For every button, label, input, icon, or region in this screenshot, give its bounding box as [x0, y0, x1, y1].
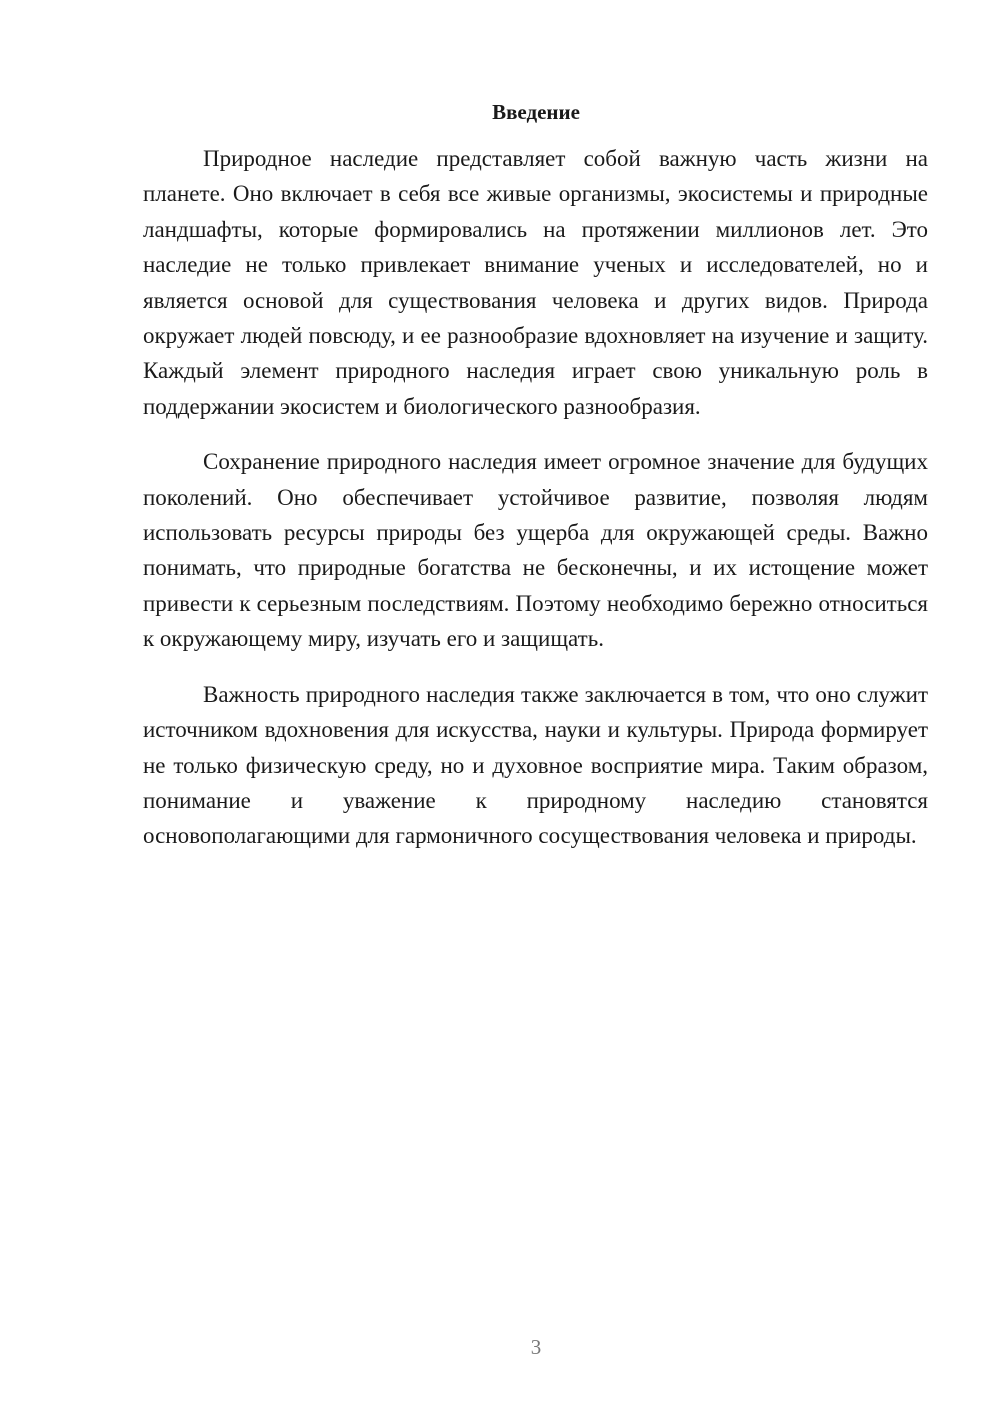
- paragraph-3: Важность природного наследия также заключается в том, что оно служит источником вдохновения для искусства, науки и культуры. Природа формирует не только физическую среду, но и духовное восприятие мира. Таким образом, понимание и уважение к природному наследию становятся основополагающими для гармоничного сосуществования человека и природы.: [143, 681, 928, 849]
- body-text: [143, 141, 928, 874]
- section-title: Введение: [492, 100, 580, 124]
- paragraph-1: Природное наследие представляет собой важную часть жизни на планете. Оно включает в себя все живые организмы, экосистемы и природные ландшафты, которые формировались на протяжении миллионов лет. Это наследие не только привлекает внимание ученых и исследователей, но и является основой для существования человека и других видов. Природа окружает людей повсюду, и ее разнообразие вдохновляет на изучение и защиту. Каждый элемент природного наследия играет свою уникальную роль в поддержании экосистем и биологического разнообразия.: [143, 146, 928, 419]
- page-number: 3: [530, 1335, 542, 1359]
- paragraph-2: Сохранение природного наследия имеет огромное значение для будущих поколений. Оно обеспечивает устойчивое развитие, позволяя людям использовать ресурсы природы без ущерба для окружающей среды. Важно понимать, что природные богатства не бесконечны, и их истощение может привести к серьезным последствиям. Поэтому необходимо бережно относиться к окружающему миру, изучать его и защищать.: [143, 449, 928, 652]
